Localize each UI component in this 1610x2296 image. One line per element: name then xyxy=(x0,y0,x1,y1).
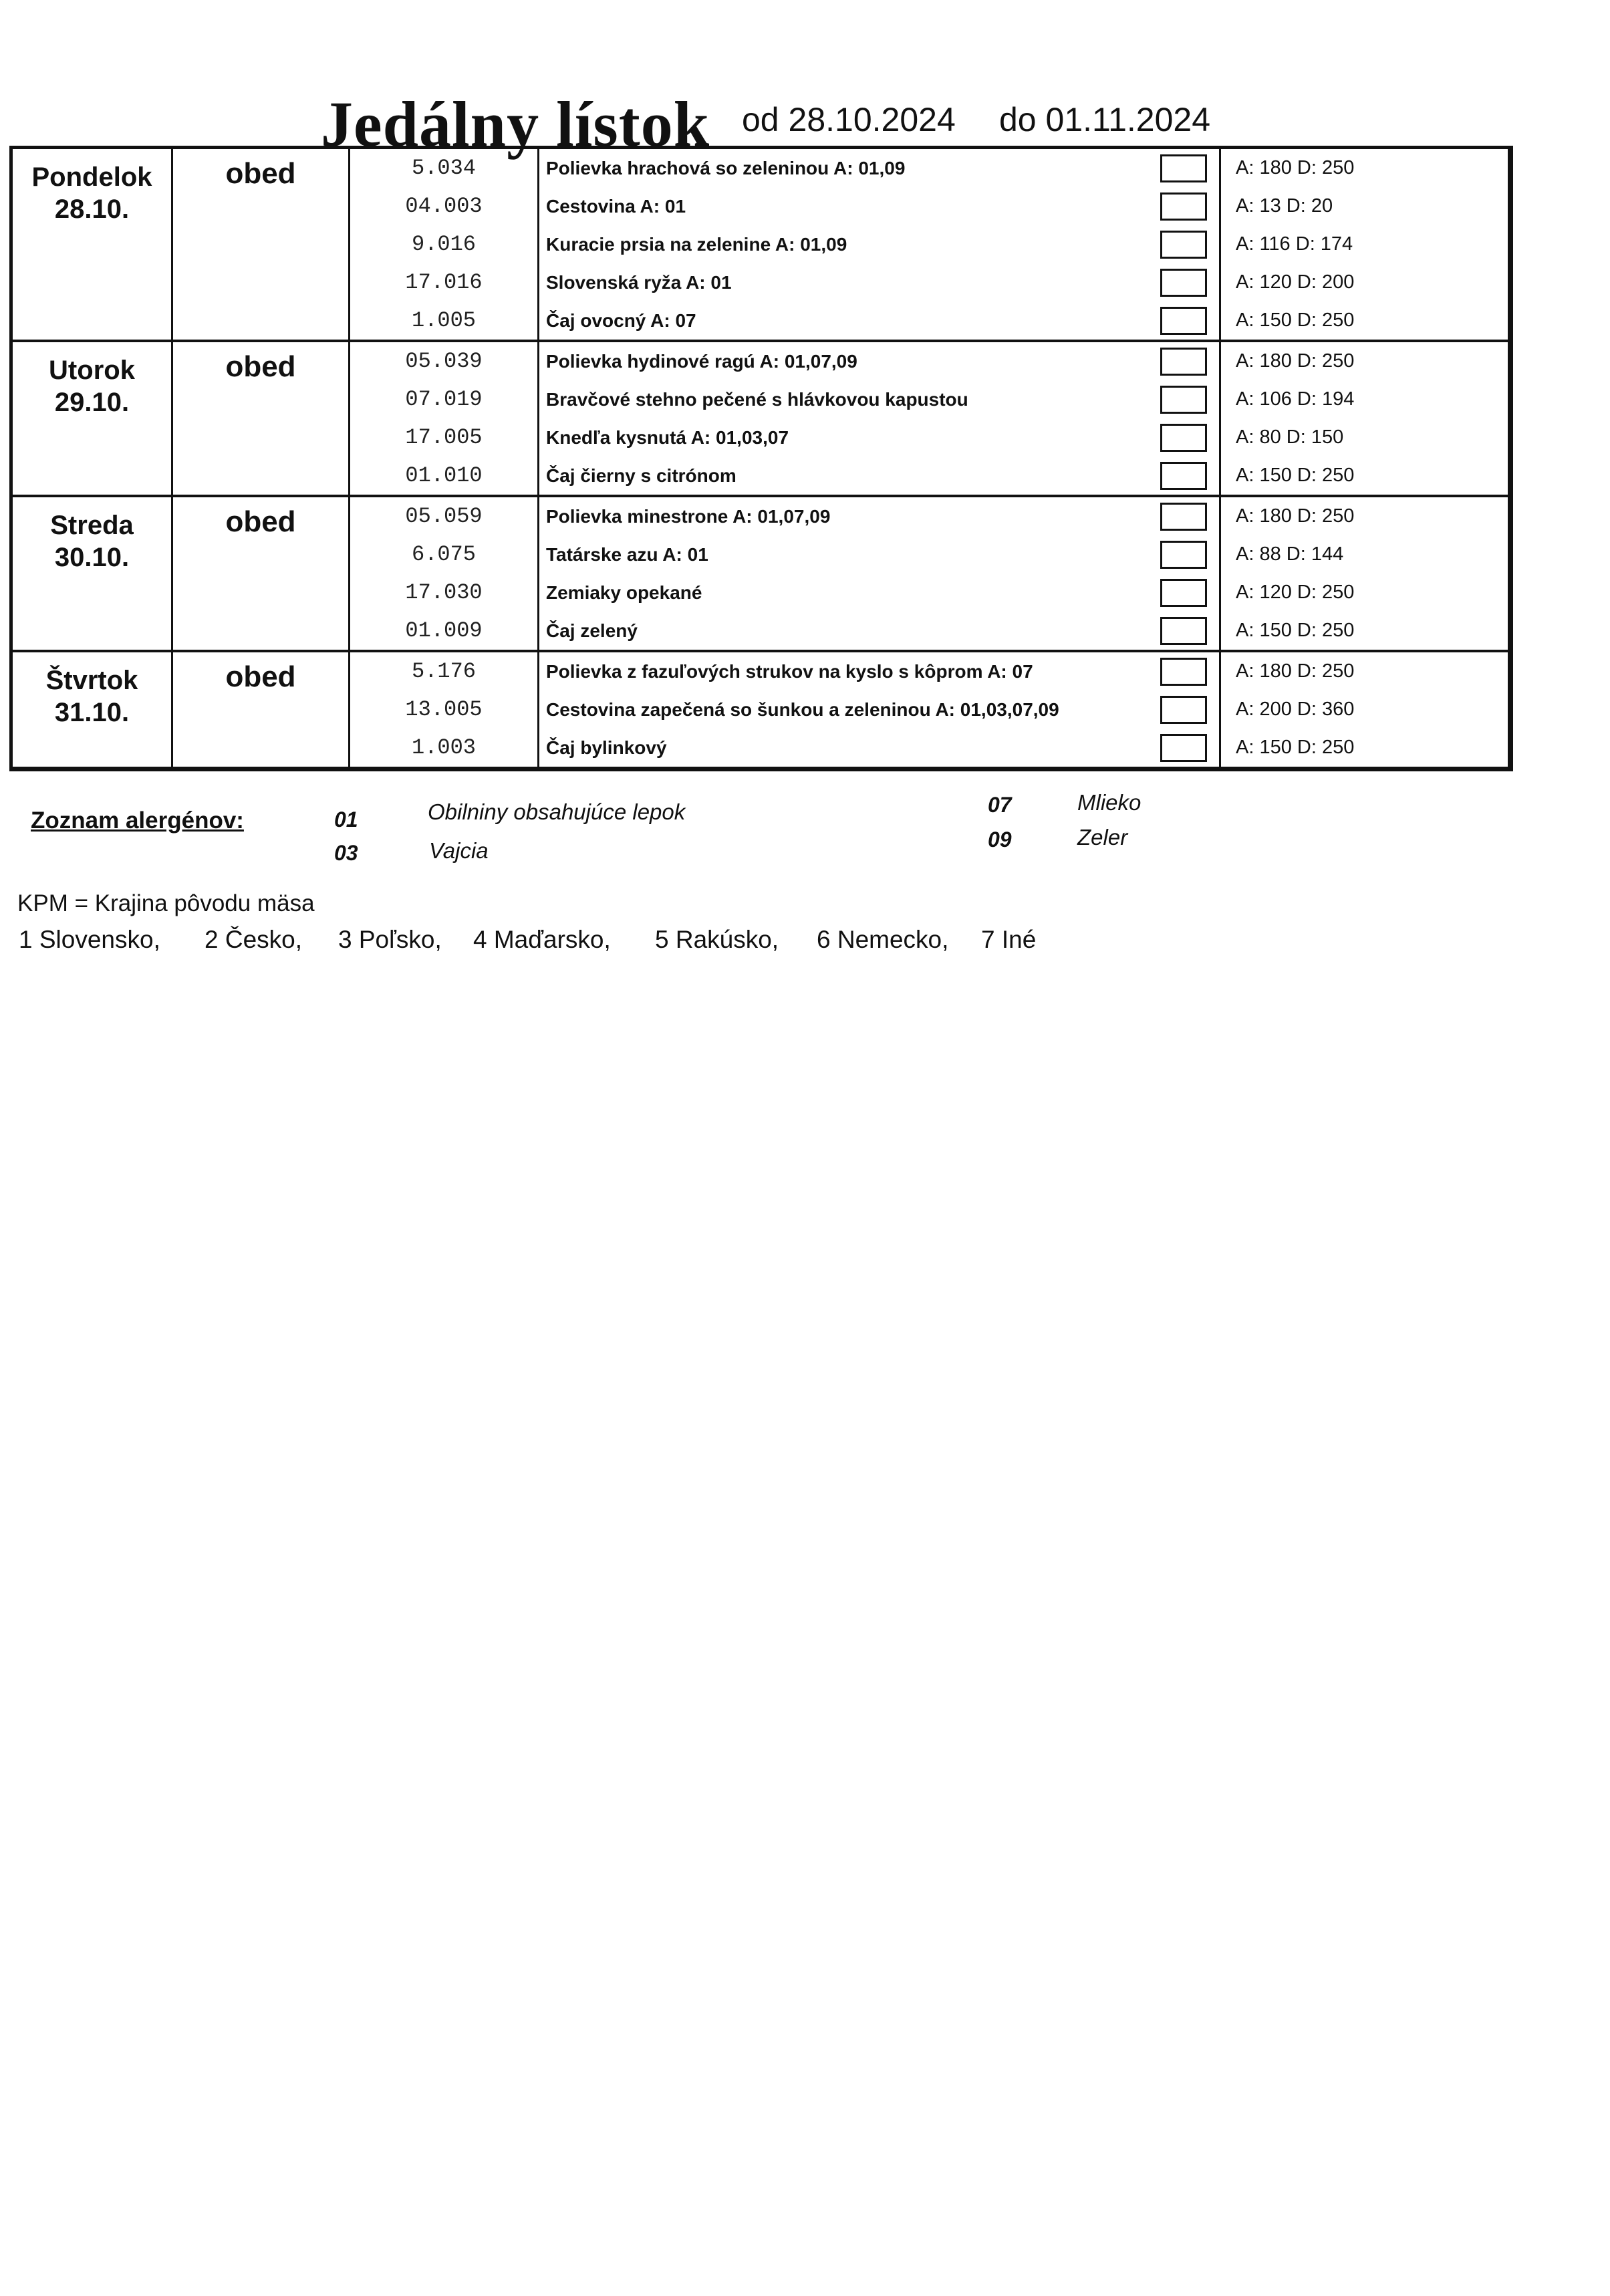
order-checkbox[interactable] xyxy=(1160,154,1207,182)
kpm-country: 3 Poľsko, xyxy=(338,926,442,953)
dish-name: Slovenská ryža A: 01 xyxy=(537,263,1169,301)
kpm-country: 2 Česko, xyxy=(205,926,303,953)
dish-name: Polievka minestrone A: 01,07,09 xyxy=(537,497,1169,535)
dish-name: Čaj bylinkový xyxy=(537,729,1169,767)
dish-name: Čaj ovocný A: 07 xyxy=(537,301,1169,340)
dish-code: 9.016 xyxy=(411,232,476,257)
menu-row xyxy=(350,573,1508,612)
dish-name: Cestovina zapečená so šunkou a zeleninou A: 01,03,07,09 xyxy=(537,690,1169,729)
menu-row xyxy=(350,263,1508,301)
meal-type: obed xyxy=(173,342,350,495)
order-checkbox[interactable] xyxy=(1160,462,1207,490)
dish-name: Polievka hrachová so zeleninou A: 01,09 xyxy=(537,149,1169,187)
dish-name: Zemiaky opekané xyxy=(537,573,1169,612)
dish-code: 5.034 xyxy=(411,156,476,180)
menu-row xyxy=(350,418,1508,457)
dish-code: 17.005 xyxy=(405,425,483,450)
order-checkbox[interactable] xyxy=(1160,424,1207,452)
order-checkbox[interactable] xyxy=(1160,696,1207,724)
dish-code: 13.005 xyxy=(405,697,483,722)
menu-table xyxy=(9,146,1513,771)
portion-size: A: 200 D: 360 xyxy=(1219,690,1500,729)
dish-code: 6.075 xyxy=(411,542,476,567)
dish-name: Kuracie prsia na zelenine A: 01,09 xyxy=(537,225,1169,263)
portion-size: A: 180 D: 250 xyxy=(1219,342,1500,380)
kpm-country: 4 Maďarsko, xyxy=(473,926,611,953)
portion-size: A: 88 D: 144 xyxy=(1219,535,1500,573)
dish-code: 5.176 xyxy=(411,659,476,684)
dish-code: 17.030 xyxy=(405,580,483,605)
allergen-name: Vajcia xyxy=(429,838,489,863)
allergen-code: 03 xyxy=(334,841,358,865)
portion-size: A: 80 D: 150 xyxy=(1219,418,1500,457)
portion-size: A: 116 D: 174 xyxy=(1219,225,1500,263)
page-title: Jedálny lístok xyxy=(321,88,710,160)
dish-name: Cestovina A: 01 xyxy=(537,187,1169,225)
portion-size: A: 120 D: 200 xyxy=(1219,263,1500,301)
day-date: 29.10. xyxy=(54,388,130,417)
dish-code: 01.009 xyxy=(405,618,483,643)
dish-name: Čaj zelený xyxy=(537,612,1169,650)
menu-row xyxy=(350,497,1508,535)
allergen-code: 01 xyxy=(334,807,358,832)
meal-type: obed xyxy=(173,652,350,767)
order-checkbox[interactable] xyxy=(1160,269,1207,297)
menu-row xyxy=(350,301,1508,340)
day-block xyxy=(13,149,1508,342)
allergen-name: Zeler xyxy=(1077,825,1128,850)
order-checkbox[interactable] xyxy=(1160,658,1207,686)
menu-row xyxy=(350,612,1508,650)
dish-code: 01.010 xyxy=(405,463,483,488)
order-checkbox[interactable] xyxy=(1160,307,1207,335)
menu-row xyxy=(350,380,1508,418)
order-checkbox[interactable] xyxy=(1160,503,1207,531)
dish-name: Bravčové stehno pečené s hlávkovou kapustou xyxy=(537,380,1169,418)
day-name-cell xyxy=(13,342,173,495)
day-date: 28.10. xyxy=(54,195,130,224)
portion-size: A: 120 D: 250 xyxy=(1219,573,1500,612)
portion-size: A: 180 D: 250 xyxy=(1219,497,1500,535)
portion-size: A: 180 D: 250 xyxy=(1219,652,1500,690)
day-block xyxy=(13,342,1508,497)
allergen-code: 09 xyxy=(988,827,1012,852)
portion-size: A: 150 D: 250 xyxy=(1219,301,1500,340)
day-name-cell xyxy=(13,149,173,340)
allergen-name: Mlieko xyxy=(1077,790,1142,815)
kpm-country: 5 Rakúsko, xyxy=(655,926,779,953)
menu-row xyxy=(350,690,1508,729)
allergen-heading: Zoznam alergénov: xyxy=(31,807,244,834)
dish-code: 04.003 xyxy=(405,194,483,219)
day-date: 30.10. xyxy=(54,543,130,572)
day-name: Štvrtok xyxy=(45,666,138,695)
dish-name: Polievka z fazuľových strukov na kyslo s kôprom A: 07 xyxy=(537,652,1169,690)
date-to: do 01.11.2024 xyxy=(999,101,1211,138)
order-checkbox[interactable] xyxy=(1160,386,1207,414)
portion-size: A: 180 D: 250 xyxy=(1219,149,1500,187)
portion-size: A: 150 D: 250 xyxy=(1219,729,1500,767)
day-name: Streda xyxy=(50,511,134,540)
menu-row xyxy=(350,729,1508,767)
dish-name: Knedľa kysnutá A: 01,03,07 xyxy=(537,418,1169,457)
dish-code: 1.005 xyxy=(411,308,476,333)
allergen-name: Obilniny obsahujúce lepok xyxy=(428,799,686,824)
order-checkbox[interactable] xyxy=(1160,348,1207,376)
menu-row xyxy=(350,652,1508,690)
day-name-cell xyxy=(13,497,173,650)
order-checkbox[interactable] xyxy=(1160,541,1207,569)
date-from: od 28.10.2024 xyxy=(742,101,956,138)
portion-size: A: 150 D: 250 xyxy=(1219,457,1500,495)
portion-size: A: 150 D: 250 xyxy=(1219,612,1500,650)
menu-row xyxy=(350,149,1508,187)
dish-name: Tatárske azu A: 01 xyxy=(537,535,1169,573)
portion-size: A: 13 D: 20 xyxy=(1219,187,1500,225)
dish-code: 07.019 xyxy=(405,387,483,412)
day-name-cell xyxy=(13,652,173,767)
kpm-country: 1 Slovensko, xyxy=(19,926,160,953)
dish-code: 17.016 xyxy=(405,270,483,295)
day-name: Utorok xyxy=(49,356,135,385)
menu-row xyxy=(350,535,1508,573)
menu-row xyxy=(350,187,1508,225)
dish-name: Polievka hydinové ragú A: 01,07,09 xyxy=(537,342,1169,380)
dish-code: 1.003 xyxy=(411,735,476,760)
menu-row xyxy=(350,457,1508,495)
menu-row xyxy=(350,342,1508,380)
order-checkbox[interactable] xyxy=(1160,231,1207,259)
order-checkbox[interactable] xyxy=(1160,579,1207,607)
day-block xyxy=(13,497,1508,652)
order-checkbox[interactable] xyxy=(1160,193,1207,221)
dish-code: 05.039 xyxy=(405,349,483,374)
kpm-country: 7 Iné xyxy=(981,926,1037,953)
order-checkbox[interactable] xyxy=(1160,617,1207,645)
menu-row xyxy=(350,225,1508,263)
day-date: 31.10. xyxy=(54,698,130,727)
meal-type: obed xyxy=(173,149,350,340)
kpm-country: 6 Nemecko, xyxy=(817,926,949,953)
order-checkbox[interactable] xyxy=(1160,734,1207,762)
allergen-code: 07 xyxy=(988,793,1012,817)
dish-name: Čaj čierny s citrónom xyxy=(537,457,1169,495)
kpm-legend-title: KPM = Krajina pôvodu mäsa xyxy=(17,890,315,916)
portion-size: A: 106 D: 194 xyxy=(1219,380,1500,418)
day-block xyxy=(13,652,1508,767)
meal-type: obed xyxy=(173,497,350,650)
day-name: Pondelok xyxy=(31,162,152,192)
dish-code: 05.059 xyxy=(405,504,483,529)
